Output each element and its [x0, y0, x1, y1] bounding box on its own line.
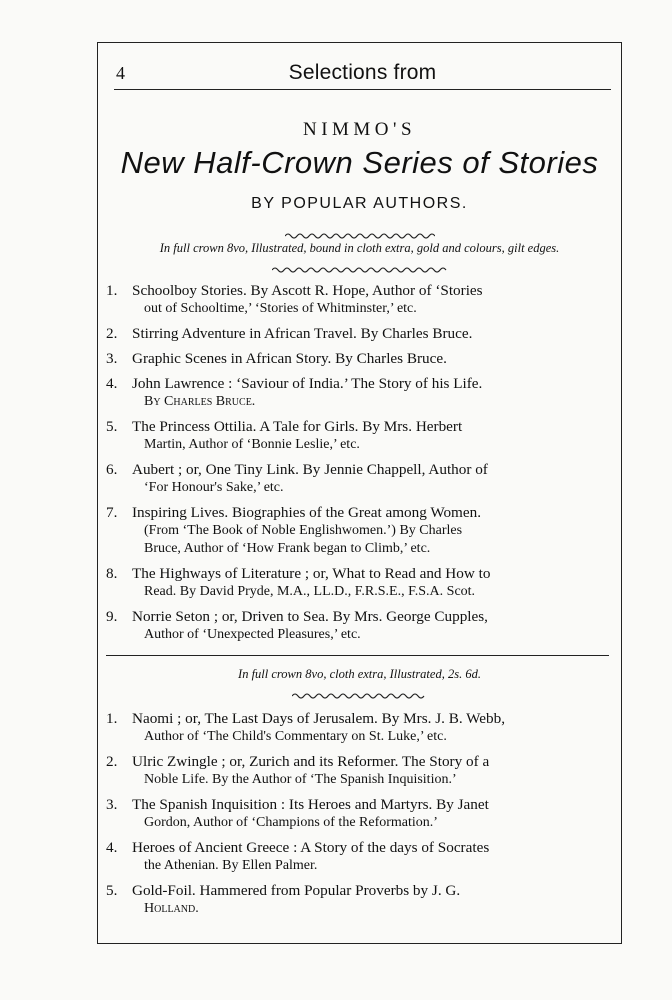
section-divider — [106, 655, 609, 656]
list-item: 3. The Spanish Inquisition : Its Heroes and Martyrs. By Janet Gordon, Author of ‘Champions of the Reformation.’ — [106, 796, 489, 830]
list-item: 7. Inspiring Lives. Biographies of the Great among Women. (From ‘The Book of Noble Englishwomen.’) By Charles Bruce, Author of ‘How Frank began to Climb,’ etc. — [106, 504, 481, 556]
list-item: 4. Heroes of Ancient Greece : A Story of the days of Socrates the Athenian. By Ellen Palmer. — [106, 839, 490, 873]
running-header — [114, 53, 611, 90]
byline: BY POPULAR AUTHORS. — [251, 195, 468, 212]
edition-note-1: In full crown 8vo, Illustrated, bound in cloth extra, gold and colours, gilt edges. — [159, 241, 560, 255]
page-number: 4 — [116, 63, 125, 83]
book-list-2 — [106, 709, 609, 918]
wavy-ornament-2 — [98, 261, 621, 269]
running-title: Selections from — [288, 61, 437, 84]
page-frame — [97, 42, 622, 944]
list-item: 3. Graphic Scenes in African Story. By Charles Bruce. — [106, 350, 447, 367]
list-item: 9. Norrie Seton ; or, Driven to Sea. By Mrs. George Cupples, Author of ‘Unexpected Pleasures,’ etc. — [106, 608, 488, 642]
book-list-1 — [106, 281, 609, 644]
list-item: 4. John Lawrence : ‘Saviour of India.’ The Story of his Life. By Charles Bruce. — [106, 375, 483, 409]
wavy-ornament-1 — [98, 227, 621, 235]
wavy-ornament-3 — [98, 687, 621, 695]
list-item: 1. Naomi ; or, The Last Days of Jerusalem. By Mrs. J. B. Webb, Author of ‘The Child's Commentary on St. Luke,’ etc. — [106, 710, 506, 744]
list-item: 1. Schoolboy Stories. By Ascott R. Hope, Author of ‘Stories out of Schooltime,’ ‘Stories of Whitminster,’ etc. — [106, 282, 483, 316]
list-item: 6. Aubert ; or, One Tiny Link. By Jennie Chappell, Author of ‘For Honour's Sake,’ etc. — [106, 461, 488, 495]
list-item: 2. Stirring Adventure in African Travel. By Charles Bruce. — [106, 325, 473, 342]
list-item: 5. Gold-Foil. Hammered from Popular Proverbs by J. G. Holland. — [106, 882, 461, 916]
list-item: 8. The Highways of Literature ; or, What to Read and How to Read. By David Pryde, M.A., LL.D., F.R.S.E., F.S.A. Scot. — [106, 565, 491, 599]
publisher-name: NIMMO'S — [302, 119, 417, 140]
list-item: 5. The Princess Ottilia. A Tale for Girls. By Mrs. Herbert Martin, Author of ‘Bonnie Leslie,’ etc. — [106, 418, 463, 452]
series-title: New Half-Crown Series of Stories — [120, 145, 599, 180]
edition-note-2: In full crown 8vo, cloth extra, Illustrated, 2s. 6d. — [238, 667, 481, 681]
list-item: 2. Ulric Zwingle ; or, Zurich and its Reformer. The Story of a Noble Life. By the Author of ‘The Spanish Inquisition.’ — [106, 753, 490, 787]
